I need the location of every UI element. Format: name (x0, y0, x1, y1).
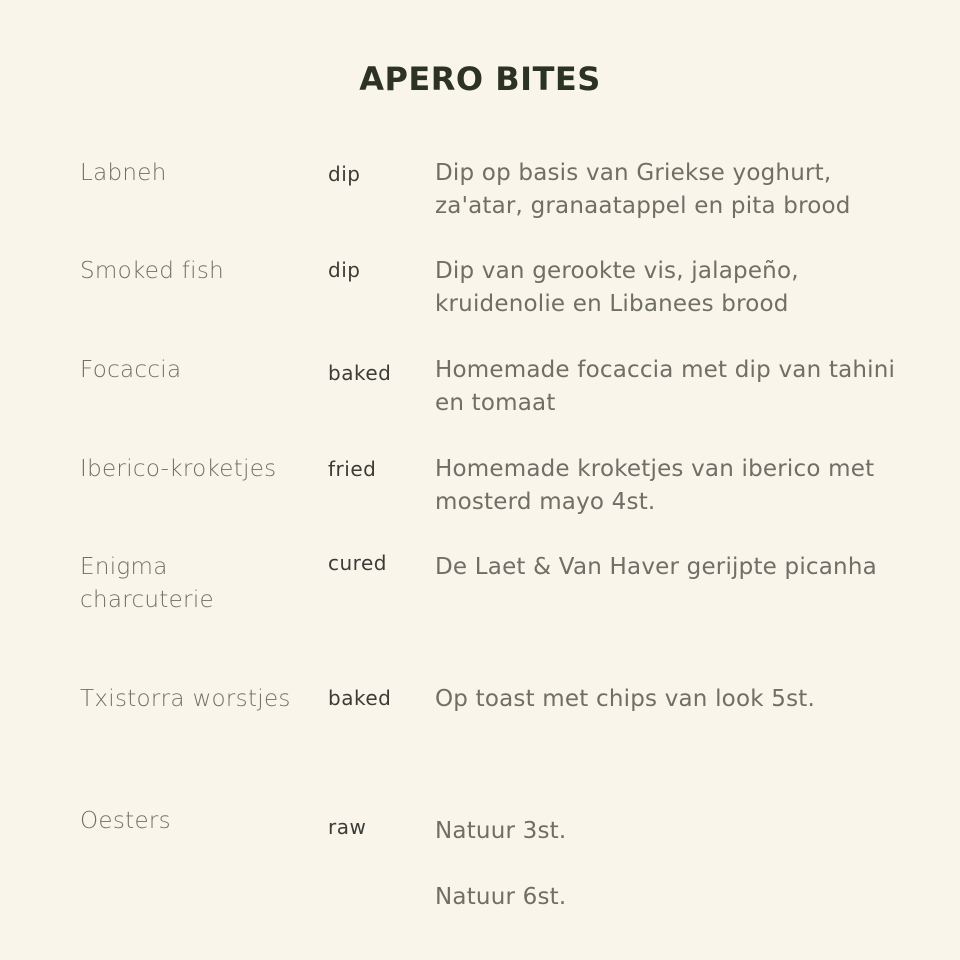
menu-title: APERO BITES (359, 60, 601, 98)
item-description (435, 453, 940, 519)
item-tag: dip (328, 258, 361, 282)
item-name: Oesters (80, 808, 171, 834)
item-name: Txistorra worstjes (80, 686, 291, 712)
item-tag: cured (328, 551, 387, 575)
name-line: Enigma (80, 554, 168, 580)
description-line: Homemade kroketjes van iberico met (435, 456, 875, 482)
description-line: za'atar, granaatappel en pita brood (435, 193, 851, 219)
description-line: Dip van gerookte vis, jalapeño, (435, 258, 799, 284)
item-description (435, 683, 940, 716)
item-description (435, 255, 940, 321)
name-line: charcuterie (80, 587, 214, 613)
item-name: Iberico-kroketjes (80, 456, 277, 482)
item-description-option: Natuur 6st. (435, 884, 567, 910)
description-line: Homemade focaccia met dip van tahini (435, 357, 896, 383)
description-line: kruidenolie en Libanees brood (435, 291, 789, 317)
item-description (435, 354, 940, 420)
description-line: Dip op basis van Griekse yoghurt, (435, 160, 832, 186)
description-line: De Laet & Van Haver gerijpte picanha (435, 554, 877, 580)
item-tag: dip (328, 162, 361, 186)
item-description-option: Natuur 3st. (435, 818, 567, 844)
item-description (435, 157, 940, 223)
item-tag: fried (328, 457, 377, 481)
item-name (80, 551, 310, 617)
item-name: Labneh (80, 160, 167, 186)
description-line: en tomaat (435, 390, 556, 416)
description-line: mosterd mayo 4st. (435, 489, 656, 515)
item-tag: baked (328, 686, 392, 710)
item-name: Smoked fish (80, 258, 224, 284)
description-line: Op toast met chips van look 5st. (435, 686, 816, 712)
item-name: Focaccia (80, 357, 182, 383)
item-tag: baked (328, 361, 392, 385)
item-description (435, 551, 940, 584)
item-tag: raw (328, 815, 367, 839)
